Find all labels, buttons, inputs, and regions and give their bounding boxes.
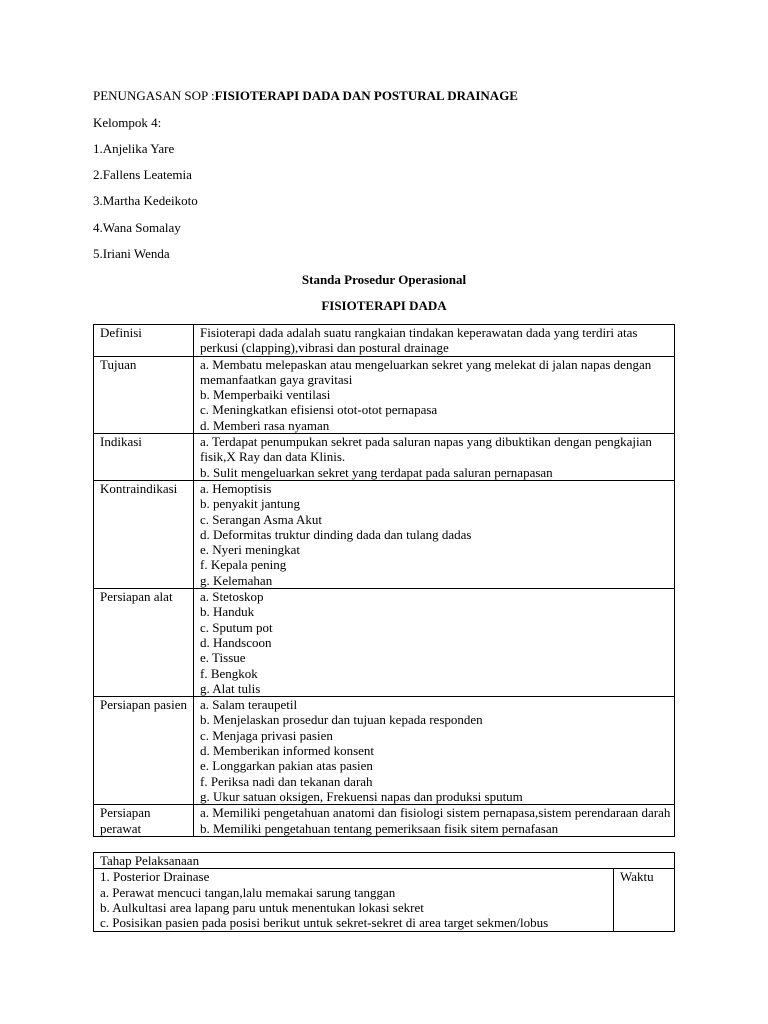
- row-item: c. Menjaga privasi pasien: [200, 727, 333, 743]
- row-item: g. Ukur satuan oksigen, Frekuensi napas dan produksi sputum: [200, 788, 523, 804]
- row-label: Kontraindikasi: [94, 480, 194, 588]
- execution-steps-row: [94, 869, 675, 932]
- row-item: e. Nyeri meningkat: [200, 542, 300, 558]
- sop-row: [94, 589, 675, 697]
- row-item: g. Kelemahan: [200, 572, 273, 588]
- sop-table: [93, 324, 675, 837]
- row-item: d. Handscoon: [200, 634, 272, 650]
- row-item: Fisioterapi dada adalah suatu rangkaian tindakan keperawatan dada yang terdiri atas perkusi (clapping),vibrasi dan postural drainage: [200, 325, 638, 356]
- document-title: [93, 88, 518, 103]
- topic-heading: FISIOTERAPI DADA: [321, 298, 447, 313]
- row-content: [194, 589, 675, 697]
- row-content: [194, 805, 675, 837]
- execution-heading-row: [94, 853, 675, 869]
- row-item: a. Memiliki pengetahuan anatomi dan fisiologi sistem pernapasa,sistem perendaraan darah: [200, 805, 671, 821]
- row-item: f. Kepala pening: [200, 557, 287, 573]
- sop-row: [94, 697, 675, 805]
- member-5: 5.Iriani Wenda: [93, 246, 170, 261]
- row-label: Definisi: [94, 325, 194, 357]
- sop-row: [94, 805, 675, 837]
- sop-row: [94, 480, 675, 588]
- row-label: Persiapan alat: [94, 589, 194, 697]
- row-item: d. Memberikan informed konsent: [200, 743, 375, 759]
- member-2: 2.Fallens Leatemia: [93, 167, 192, 182]
- row-item: b. Menjelaskan prosedur dan tujuan kepada responden: [200, 712, 483, 728]
- row-content: [194, 434, 675, 481]
- row-item: d. Deformitas truktur dinding dada dan tulang dadas: [200, 526, 472, 542]
- row-item: c. Serangan Asma Akut: [200, 511, 323, 527]
- title-main: FISIOTERAPI DADA DAN POSTURAL DRAINAGE: [214, 88, 518, 103]
- row-label: Persiapan perawat: [94, 805, 194, 837]
- row-item: a. Membatu melepaskan atau mengeluarkan sekret yang melekat di jalan napas dengan memanfaatkan gaya gravitasi: [200, 356, 652, 387]
- row-item: b. penyakit jantung: [200, 496, 301, 512]
- execution-steps: [94, 869, 614, 932]
- step-item: 1. Posterior Drainase: [100, 869, 210, 885]
- row-item: d. Memberi rasa nyaman: [200, 417, 330, 433]
- row-item: a. Terdapat penumpukan sekret pada saluran napas yang dibuktikan dengan pengkajian fisik,X Ray dan data Klinis.: [200, 434, 652, 465]
- row-item: f. Periksa nadi dan tekanan darah: [200, 773, 373, 789]
- sop-row: [94, 325, 675, 357]
- sop-row: [94, 356, 675, 433]
- row-item: b. Sulit mengeluarkan sekret yang terdapat pada saluran pernapasan: [200, 464, 553, 480]
- sop-row: [94, 434, 675, 481]
- execution-table: [93, 852, 675, 932]
- row-item: c. Meningkatkan efisiensi otot-otot pernapasa: [200, 402, 438, 418]
- step-item: c. Posisikan pasien pada posisi berikut untuk sekret-sekret di area target sekmen/lobus: [100, 915, 549, 931]
- group-label: Kelompok 4:: [93, 115, 162, 130]
- row-item: f. Bengkok: [200, 665, 258, 681]
- step-item: b. Aulkultasi area lapang paru untuk menentukan lokasi sekret: [100, 899, 424, 915]
- row-item: a. Hemoptisis: [200, 480, 272, 496]
- execution-heading: Tahap Pelaksanaan: [94, 853, 675, 869]
- row-content: [194, 480, 675, 588]
- member-1: 1.Anjelika Yare: [93, 141, 175, 156]
- step-item: a. Perawat mencuci tangan,lalu memakai sarung tanggan: [100, 884, 396, 900]
- row-item: e. Tissue: [200, 650, 246, 666]
- row-label: Persiapan pasien: [94, 697, 194, 805]
- title-prefix: PENUNGASAN SOP :: [93, 88, 215, 103]
- row-item: b. Memiliki pengetahuan tentang pemeriksaan fisik sitem pernafasan: [200, 820, 559, 836]
- row-item: a. Salam teraupetil: [200, 697, 298, 713]
- row-item: a. Stetoskop: [200, 589, 264, 605]
- sop-heading: Standa Prosedur Operasional: [301, 272, 467, 287]
- row-item: c. Sputum pot: [200, 619, 273, 635]
- waktu-cell: Waktu: [613, 869, 674, 932]
- row-item: b. Memperbaiki ventilasi: [200, 387, 331, 403]
- member-3: 3.Martha Kedeikoto: [93, 193, 198, 208]
- row-item: e. Longgarkan pakian atas pasien: [200, 758, 373, 774]
- member-4: 4.Wana Somalay: [93, 220, 181, 235]
- row-label: Indikasi: [94, 434, 194, 481]
- row-content: [194, 697, 675, 805]
- row-item: b. Handuk: [200, 604, 255, 620]
- row-content: [194, 325, 675, 357]
- row-label: Tujuan: [94, 356, 194, 433]
- row-item: g. Alat tulis: [200, 680, 261, 696]
- row-content: [194, 356, 675, 433]
